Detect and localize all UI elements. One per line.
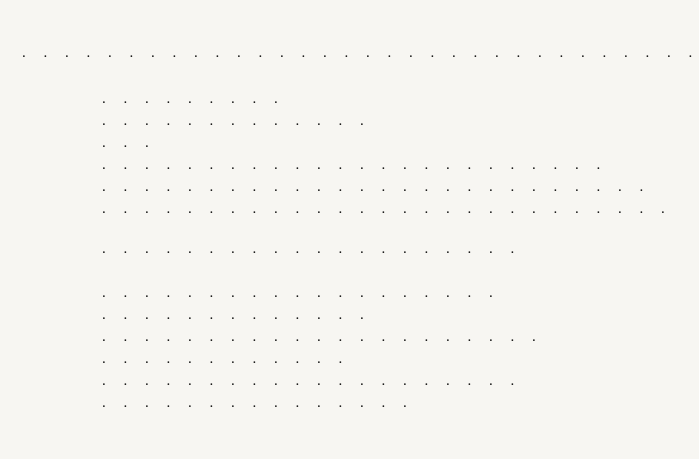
- toc-entry-chapter-15[interactable]: . . . . . . . . . . . . . . .: [102, 395, 414, 411]
- toc-entry-chapter-13[interactable]: . . . . . . . . . . . .: [102, 351, 350, 367]
- toc-entry-chapter-10[interactable]: . . . . . . . . . . . . . . . . . . .: [102, 285, 500, 301]
- leader-dots: . . . . . . . . . . . . . . . . . . . . . . . . . . . . . . . .: [22, 45, 699, 61]
- toc-entry-chapter-12[interactable]: . . . . . . . . . . . . . . . . . . . . .: [102, 329, 543, 345]
- toc-entry-chapter-7[interactable]: . . . . . . . . . . . . . . . . . . . . . . . . . . .: [102, 201, 672, 217]
- toc-entry-chapter-3[interactable]: . . . . . . . . . . . . .: [102, 113, 371, 129]
- toc-entry-chapter-4[interactable]: . . .: [102, 135, 156, 151]
- toc-entry-chapter-2[interactable]: . . . . . . . . .: [102, 91, 285, 107]
- toc-entry-chapter-6[interactable]: . . . . . . . . . . . . . . . . . . . . . . . . . .: [102, 179, 651, 195]
- toc-entry-chapter-5[interactable]: . . . . . . . . . . . . . . . . . . . . . . . .: [102, 157, 608, 173]
- toc-entry-chapter-8-cont[interactable]: . . . . . . . . . . . . . . . . . . . .: [102, 241, 522, 257]
- toc-entry-chapter-11[interactable]: . . . . . . . . . . . . .: [102, 307, 371, 323]
- toc-entry-chapter-14[interactable]: . . . . . . . . . . . . . . . . . . . .: [102, 373, 522, 389]
- toc-entry-preface[interactable]: [22, 44, 699, 62]
